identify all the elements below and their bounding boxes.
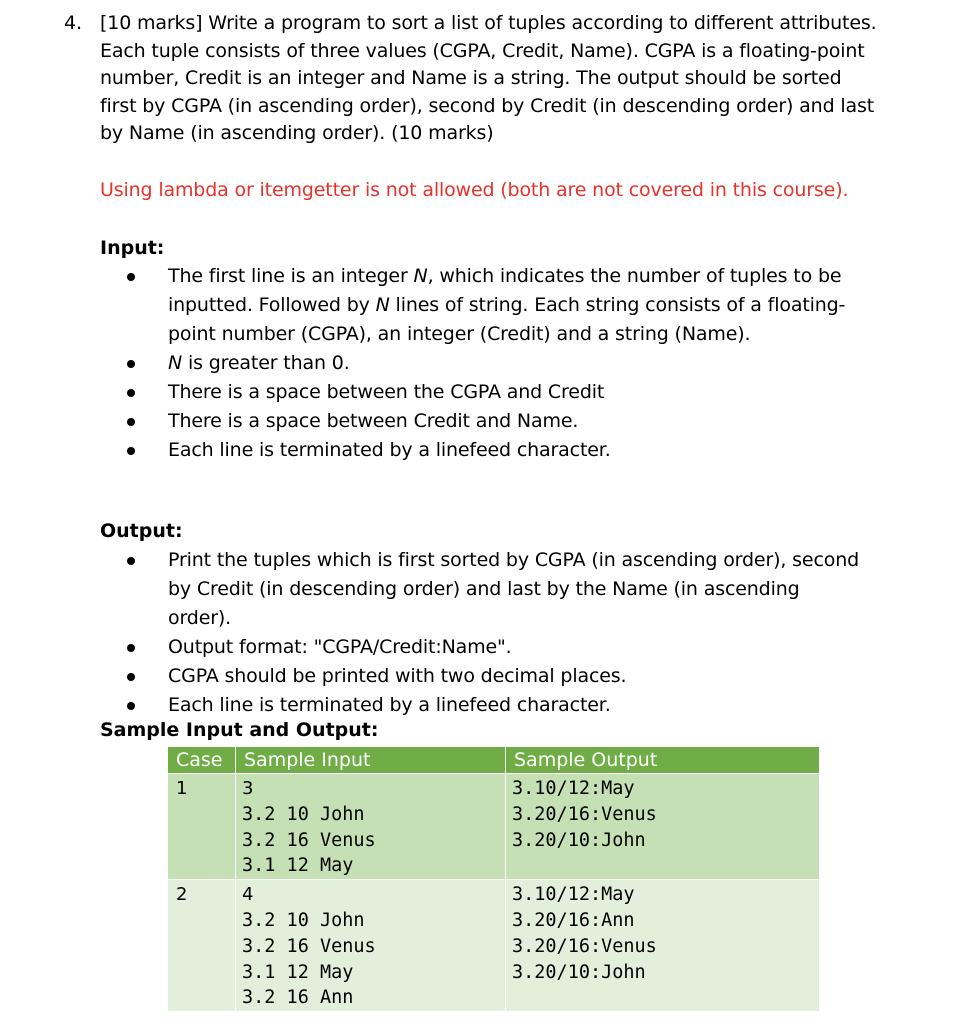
table-row [168,774,820,880]
bullet-item [100,262,860,349]
case-cell: 1 [168,774,236,880]
output-line: 3.10/12:May [512,884,635,906]
input-line: 3.2 10 John [242,909,365,931]
bullet-dot-icon [127,273,135,281]
bullet-line: point number (CGPA), an integer (Credit) and a string (Name). [168,323,751,345]
question-line: number, Credit is an integer and Name is a string. The output should be sorted [100,67,842,89]
bullet-dot-icon [127,389,135,397]
bullet-line: N is greater than 0. [168,352,350,374]
question-line: [10 marks] Write a program to sort a list of tuples according to different attributes. [100,12,877,34]
input-line: 3.2 16 Venus [242,935,376,957]
output-line: 3.20/16:Venus [512,935,657,957]
sample-output-cell [506,880,820,1012]
bullet-item [100,691,860,720]
sample-heading: Sample Input and Output: [100,719,379,741]
bullet-line: Output format: "CGPA/Credit:Name". [168,636,512,658]
output-line: 3.10/12:May [512,778,635,799]
output-bullet-list [100,546,860,720]
sample-input-cell [236,880,506,1012]
input-line: 3.1 12 May [242,961,354,983]
bullet-dot-icon [127,360,135,368]
input-line: 4 [242,884,254,906]
bullet-item [100,407,860,436]
sample-input-cell [236,774,506,880]
bullet-dot-icon [127,447,135,455]
input-bullet-list [100,262,860,465]
bullet-item [100,546,860,633]
table-header-row [168,747,820,774]
input-heading: Input: [100,237,165,259]
bullet-item [100,662,860,691]
sample-table [167,746,820,1012]
input-line: 3.1 12 May [242,855,354,877]
question-text [100,10,890,148]
bullet-dot-icon [127,644,135,652]
case-cell: 2 [168,880,236,1012]
bullet-line: inputted. Followed by N lines of string. Each string consists of a floating- [168,294,846,316]
input-line: 3.2 16 Venus [242,829,376,851]
bullet-line: The first line is an integer N, which indicates the number of tuples to be [168,265,842,287]
sample-output-cell [506,774,820,880]
bullet-dot-icon [127,418,135,426]
input-line: 3.2 10 John [242,803,365,825]
table-row [168,880,820,1012]
restriction-note: Using lambda or itemgetter is not allowed (both are not covered in this course). [100,179,849,201]
bullet-dot-icon [127,673,135,681]
question-line: Each tuple consists of three values (CGPA, Credit, Name). CGPA is a floating-point [100,39,865,62]
bullet-item [100,633,860,662]
output-line: 3.20/16:Venus [512,803,657,825]
input-line: 3 [242,778,254,799]
column-header-case: Case [168,747,236,774]
question-line: by Name (in ascending order). (10 marks) [100,122,494,144]
column-header-input: Sample Input [236,747,506,774]
bullet-line: CGPA should be printed with two decimal places. [168,665,627,687]
bullet-dot-icon [127,702,135,710]
bullet-item [100,349,860,378]
bullet-line: There is a space between Credit and Name. [168,410,579,432]
output-line: 3.20/10:John [512,961,646,983]
question-number: 4. [64,12,83,34]
column-header-output: Sample Output [506,747,820,774]
bullet-item [100,436,860,465]
bullet-line: There is a space between the CGPA and Credit [168,381,605,403]
bullet-dot-icon [127,557,135,565]
input-line: 3.2 16 Ann [242,987,354,1009]
bullet-line: Each line is terminated by a linefeed character. [168,439,611,461]
bullet-line: Print the tuples which is first sorted by CGPA (in ascending order), second [168,549,860,571]
output-heading: Output: [100,520,183,542]
bullet-line: by Credit (in descending order) and last by the Name (in ascending order). [168,578,800,629]
output-line: 3.20/16:Ann [512,909,635,931]
question-line: first by CGPA (in ascending order), second by Credit (in descending order) and last [100,94,875,117]
bullet-item [100,378,860,407]
output-line: 3.20/10:John [512,829,646,851]
bullet-line: Each line is terminated by a linefeed character. [168,694,611,716]
